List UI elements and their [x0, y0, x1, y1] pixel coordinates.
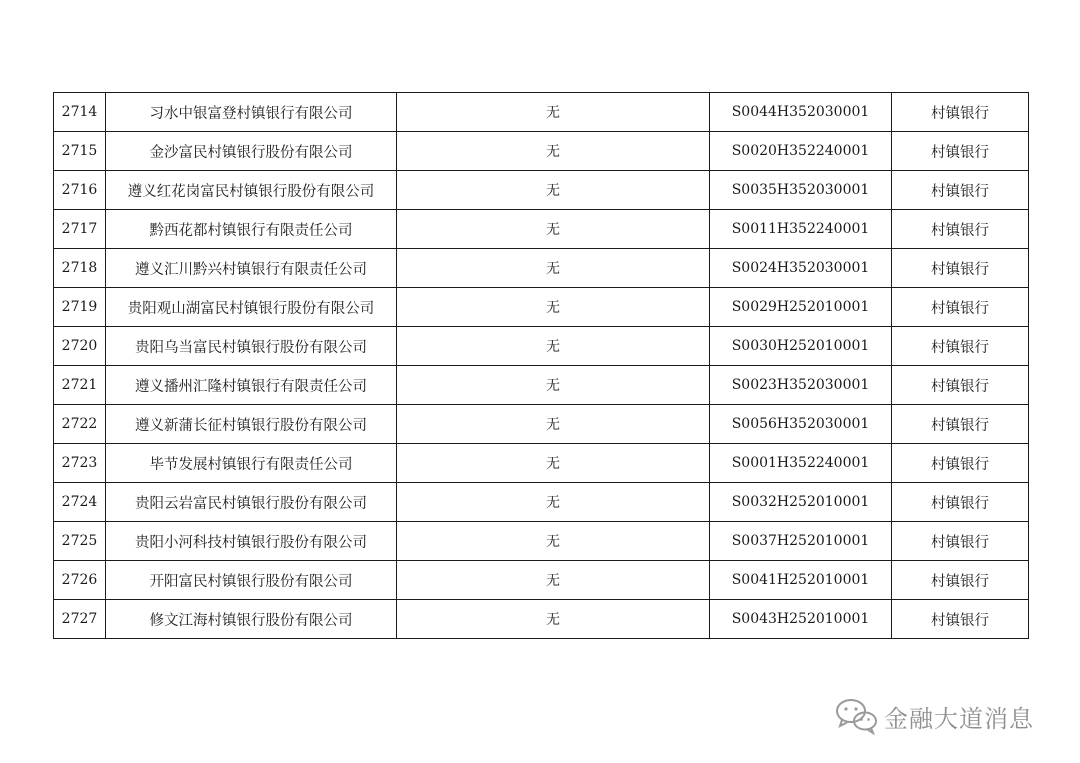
institution-type-cell: 村镇银行 [892, 132, 1029, 171]
serial-number-cell: 2719 [54, 288, 106, 327]
table-row [54, 288, 1029, 327]
license-code-cell: S0001H352240001 [710, 444, 892, 483]
institution-name-cell: 开阳富民村镇银行股份有限公司 [106, 561, 397, 600]
former-name-cell: 无 [397, 600, 710, 639]
institution-type-cell: 村镇银行 [892, 366, 1029, 405]
license-code-cell: S0056H352030001 [710, 405, 892, 444]
serial-number-cell: 2726 [54, 561, 106, 600]
table-row [54, 249, 1029, 288]
institution-type-cell: 村镇银行 [892, 171, 1029, 210]
former-name-cell: 无 [397, 210, 710, 249]
institution-type-cell: 村镇银行 [892, 93, 1029, 132]
institution-name-cell: 遵义红花岗富民村镇银行股份有限公司 [106, 171, 397, 210]
institution-name-cell: 贵阳观山湖富民村镇银行股份有限公司 [106, 288, 397, 327]
table-row [54, 210, 1029, 249]
former-name-cell: 无 [397, 327, 710, 366]
former-name-cell: 无 [397, 522, 710, 561]
institution-name-cell: 贵阳乌当富民村镇银行股份有限公司 [106, 327, 397, 366]
license-code-cell: S0041H252010001 [710, 561, 892, 600]
table-body [54, 93, 1029, 639]
former-name-cell: 无 [397, 483, 710, 522]
serial-number-cell: 2717 [54, 210, 106, 249]
serial-number-cell: 2715 [54, 132, 106, 171]
license-code-cell: S0044H352030001 [710, 93, 892, 132]
serial-number-cell: 2724 [54, 483, 106, 522]
table-row [54, 600, 1029, 639]
license-code-cell: S0023H352030001 [710, 366, 892, 405]
former-name-cell: 无 [397, 366, 710, 405]
table-row [54, 561, 1029, 600]
license-code-cell: S0032H252010001 [710, 483, 892, 522]
watermark [834, 696, 1034, 736]
institution-name-cell: 黔西花都村镇银行有限责任公司 [106, 210, 397, 249]
institution-type-cell: 村镇银行 [892, 327, 1029, 366]
table-row [54, 405, 1029, 444]
table-row [54, 93, 1029, 132]
former-name-cell: 无 [397, 132, 710, 171]
bank-list-table [53, 92, 1029, 639]
former-name-cell: 无 [397, 288, 710, 327]
institution-type-cell: 村镇银行 [892, 522, 1029, 561]
institution-name-cell: 贵阳小河科技村镇银行股份有限公司 [106, 522, 397, 561]
table-row [54, 522, 1029, 561]
serial-number-cell: 2727 [54, 600, 106, 639]
license-code-cell: S0043H252010001 [710, 600, 892, 639]
institution-type-cell: 村镇银行 [892, 600, 1029, 639]
serial-number-cell: 2718 [54, 249, 106, 288]
institution-name-cell: 贵阳云岩富民村镇银行股份有限公司 [106, 483, 397, 522]
license-code-cell: S0020H352240001 [710, 132, 892, 171]
institution-name-cell: 金沙富民村镇银行股份有限公司 [106, 132, 397, 171]
institution-type-cell: 村镇银行 [892, 483, 1029, 522]
license-code-cell: S0011H352240001 [710, 210, 892, 249]
institution-name-cell: 遵义汇川黔兴村镇银行有限责任公司 [106, 249, 397, 288]
institution-type-cell: 村镇银行 [892, 444, 1029, 483]
institution-name-cell: 遵义播州汇隆村镇银行有限责任公司 [106, 366, 397, 405]
former-name-cell: 无 [397, 171, 710, 210]
former-name-cell: 无 [397, 444, 710, 483]
institution-type-cell: 村镇银行 [892, 288, 1029, 327]
table-row [54, 444, 1029, 483]
institution-name-cell: 习水中银富登村镇银行有限公司 [106, 93, 397, 132]
serial-number-cell: 2720 [54, 327, 106, 366]
serial-number-cell: 2716 [54, 171, 106, 210]
former-name-cell: 无 [397, 561, 710, 600]
license-code-cell: S0030H252010001 [710, 327, 892, 366]
table-row [54, 171, 1029, 210]
institution-type-cell: 村镇银行 [892, 249, 1029, 288]
serial-number-cell: 2722 [54, 405, 106, 444]
institution-name-cell: 修文江海村镇银行股份有限公司 [106, 600, 397, 639]
institution-type-cell: 村镇银行 [892, 561, 1029, 600]
watermark-text: 金融大道消息 [884, 704, 1034, 733]
institution-name-cell: 遵义新蒲长征村镇银行股份有限公司 [106, 405, 397, 444]
table-row [54, 366, 1029, 405]
license-code-cell: S0037H252010001 [710, 522, 892, 561]
institution-name-cell: 毕节发展村镇银行有限责任公司 [106, 444, 397, 483]
table-row [54, 132, 1029, 171]
license-code-cell: S0029H252010001 [710, 288, 892, 327]
former-name-cell: 无 [397, 249, 710, 288]
table-row [54, 327, 1029, 366]
institution-type-cell: 村镇银行 [892, 405, 1029, 444]
serial-number-cell: 2714 [54, 93, 106, 132]
former-name-cell: 无 [397, 405, 710, 444]
former-name-cell: 无 [397, 93, 710, 132]
license-code-cell: S0024H352030001 [710, 249, 892, 288]
wechat-icon [834, 696, 880, 736]
serial-number-cell: 2723 [54, 444, 106, 483]
institution-type-cell: 村镇银行 [892, 210, 1029, 249]
serial-number-cell: 2721 [54, 366, 106, 405]
license-code-cell: S0035H352030001 [710, 171, 892, 210]
table-row [54, 483, 1029, 522]
serial-number-cell: 2725 [54, 522, 106, 561]
